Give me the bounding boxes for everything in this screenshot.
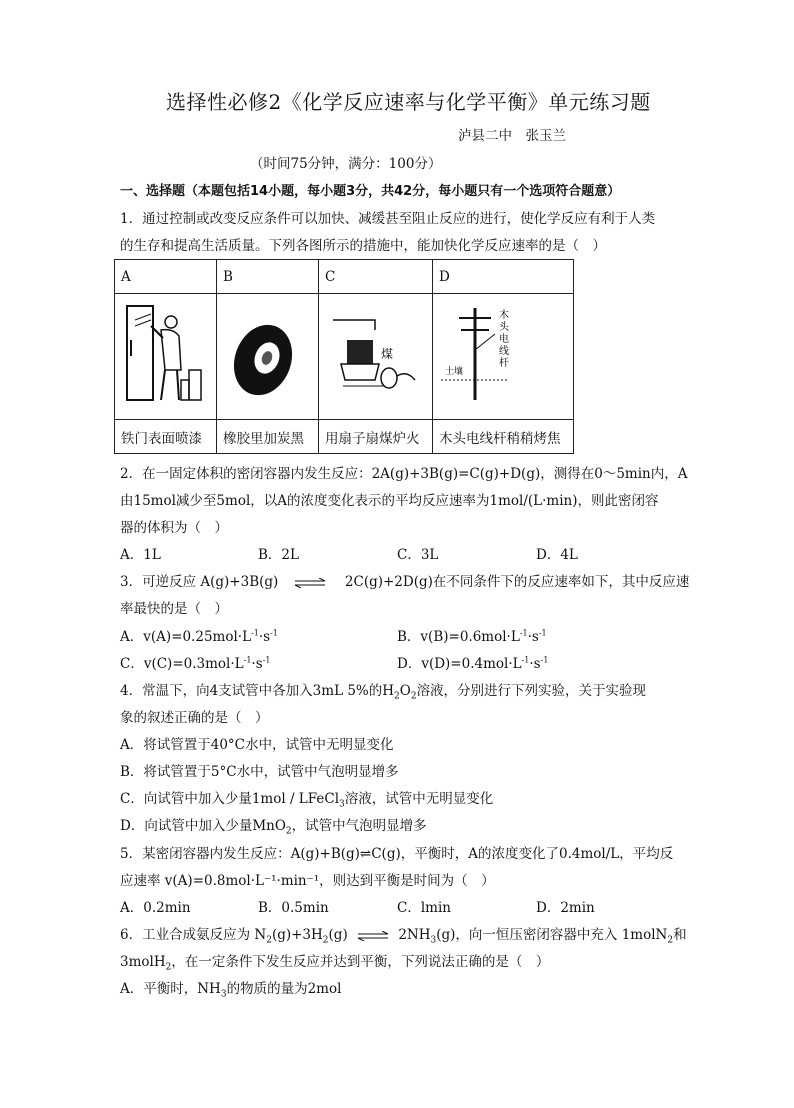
table-header-b: B xyxy=(217,260,319,294)
section-heading: 一、选择题（本题包括14小题，每小题3分，共42分，每小题只有一个选项符合题意） xyxy=(120,184,621,199)
pole-label-4: 线 xyxy=(499,345,509,357)
q3-option-a: A．$v(A)=0.25mol\cdot L^{-1}\cdot s^{-1}$ xyxy=(120,628,278,645)
image-cell-c xyxy=(319,294,433,420)
caption-b: 橡胶里加炭黑 xyxy=(217,420,319,454)
page-title: 选择性必修2《化学反应速率与化学平衡》单元练习题 xyxy=(166,90,651,114)
q2-option-a: A．1L xyxy=(120,547,161,563)
fanning-stove-image xyxy=(325,300,425,410)
q1-line1: 1．通过控制或改变反应条件可以加快、减缓甚至阻止反应的进行，使化学反应有利于人类 xyxy=(120,211,656,227)
q5-option-b: B．0.5min xyxy=(258,900,329,916)
coal-label: 煤 xyxy=(381,346,394,361)
q3-suffix: 2C(g)+2D(g)在不同条件下的反应速率如下，其中反应速 xyxy=(344,574,690,590)
q6-option-a: A．平衡时，$NH_3$的物质的量为2mol xyxy=(120,981,342,1000)
q3-option-d: D．$v(D)=0.4mol\cdot L^{-1}\cdot s^{-1}$ xyxy=(397,655,549,672)
table-header-c: C xyxy=(319,260,433,294)
pole-label-5: 杆 xyxy=(499,357,509,369)
soil-label: 土壤 xyxy=(445,366,464,377)
q1-options-table xyxy=(114,259,574,454)
painting-door-image xyxy=(121,300,209,410)
q4-option-b: B．将试管置于5°C水中，试管中气泡明显增多 xyxy=(120,764,399,780)
q3-option-b: B．$v(B)=0.6mol\cdot L^{-1}\cdot s^{-1}$ xyxy=(397,628,547,645)
q4-line2: 象的叙述正确的是（ ） xyxy=(120,710,269,726)
tire-image xyxy=(223,300,311,410)
q5-option-c: C．lmin xyxy=(397,900,451,916)
time-info: （时间75分钟，满分：100分） xyxy=(250,156,442,172)
caption-c: 用扇子扇煤炉火 xyxy=(319,420,433,454)
q6-line2: 3molH$_2$，在一定条件下发生反应并达到平衡，下列说法正确的是（ ） xyxy=(120,954,550,973)
q5-line2: 应速率 v(A)=0.8mol·L⁻¹·min⁻¹，则达到平衡是时间为（ ） xyxy=(120,873,495,889)
author-line: 泸县二中 张玉兰 xyxy=(458,128,566,144)
q4-line1: 4．常温下，向4支试管中各加入3mL 5%的$H_2O_2$溶液，分别进行下列实验，关于实验现 xyxy=(120,683,647,702)
q4-option-c: C．向试管中加入少量1mol / LFeCl$_3$溶液，试管中无明显变化 xyxy=(120,791,494,810)
caption-a: 铁门表面喷漆 xyxy=(115,420,217,454)
pole-label-3: 电 xyxy=(499,333,509,345)
q1-line2: 的生存和提高生活质量。下列各图所示的措施中，能加快化学反应速率的是（ ） xyxy=(120,238,606,254)
pole-label-1: 木 xyxy=(499,309,509,321)
q2-option-b: B．2L xyxy=(258,547,299,563)
q2-line2: 由15mol减少至5mol，以A的浓度变化表示的平均反应速率为1mol/(L·min)，则此密闭容 xyxy=(120,493,659,509)
q4-option-d: D．向试管中加入少量MnO$_2$，试管中气泡明显增多 xyxy=(120,818,427,837)
table-header-d: D xyxy=(433,260,574,294)
equilibrium-arrow-icon xyxy=(356,931,390,941)
q3-line2: 率最快的是（ ） xyxy=(120,601,228,617)
q5-option-d: D．2min xyxy=(536,900,595,916)
q2-line3: 器的体积为（ ） xyxy=(120,520,228,536)
q6-line1: 6．工业合成氨反应为 $N_2(g)+3H_2(g)$ $2NH_3(g)$，向一恒压密闭容器中充入 1molN$_2$和 xyxy=(120,927,687,946)
q4-option-a: A．将试管置于40°C水中，试管中无明显变化 xyxy=(120,737,394,753)
q3-line1 xyxy=(120,570,689,590)
wooden-pole-image xyxy=(439,300,565,410)
q3-prefix: 3．可逆反应 A(g)+3B(g) xyxy=(120,574,279,590)
caption-d: 木头电线杆稍稍烤焦 xyxy=(433,420,574,454)
q2-option-d: D．4L xyxy=(536,547,578,563)
image-cell-d xyxy=(433,294,574,420)
q2-option-c: C．3L xyxy=(397,547,439,563)
equilibrium-arrow-icon xyxy=(293,578,327,588)
q3-option-c: C．$v(C)=0.3mol\cdot L^{-1}\cdot s^{-1}$ xyxy=(120,655,271,672)
q2-line1: 2．在一固定体积的密闭容器内发生反应：2A(g)+3B(g)=C(g)+D(g)，测得在0～5min内，A xyxy=(120,466,688,482)
table-header-a: A xyxy=(115,260,217,294)
q5-option-a: A．0.2min xyxy=(120,900,191,916)
image-cell-b xyxy=(217,294,319,420)
image-cell-a xyxy=(115,294,217,420)
pole-label-2: 头 xyxy=(499,321,509,333)
q5-line1: 5．某密闭容器内发生反应：A(g)+B(g)⇌C(g)，平衡时，A的浓度变化了0.4mol/L，平均反 xyxy=(120,846,674,862)
